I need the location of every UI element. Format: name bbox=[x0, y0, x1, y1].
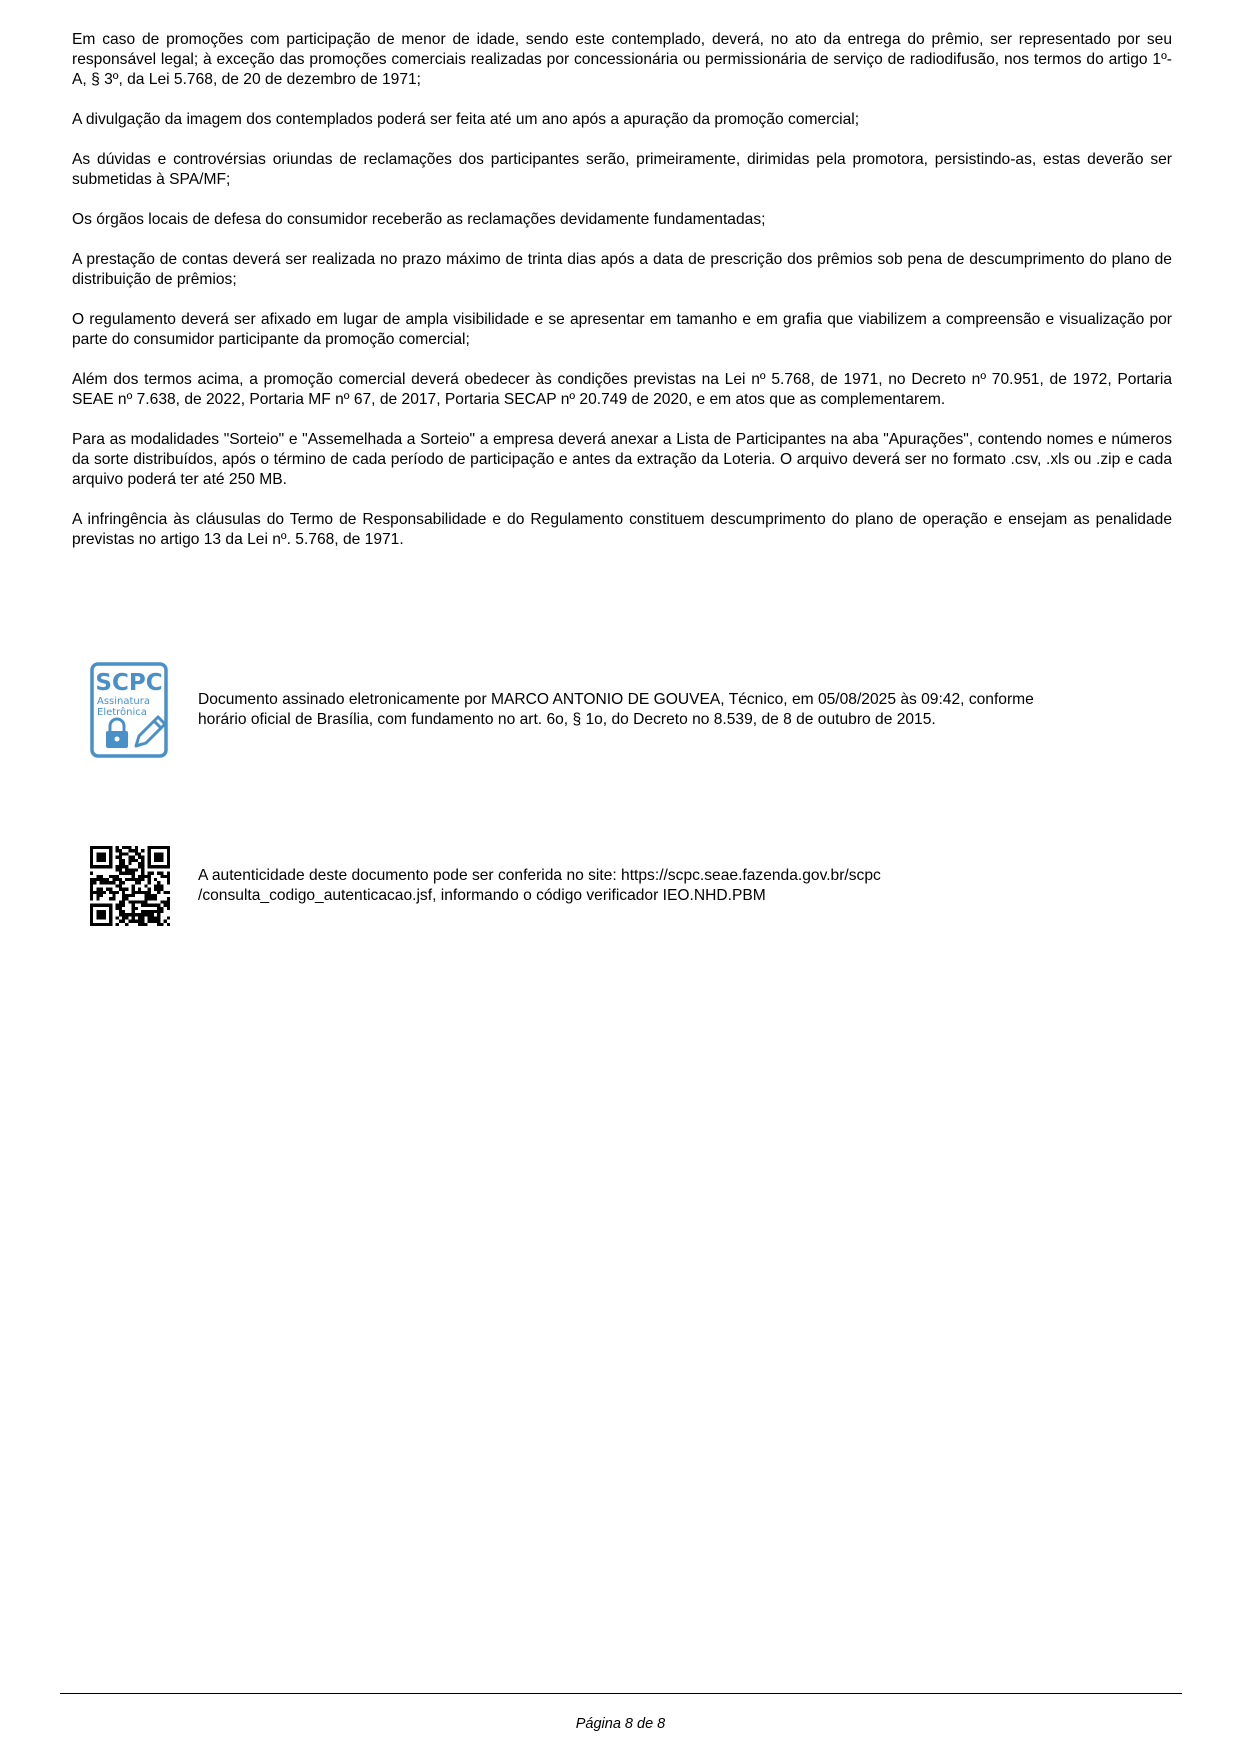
authentication-text bbox=[198, 866, 1158, 906]
paragraph: Para as modalidades "Sorteio" e "Assemelhada a Sorteio" a empresa deverá anexar a Lista de Participantes na aba "Apurações", contendo nomes e números da sorte distribuídos, após o término de cada período de participação e antes da extração da Loteria. O arquivo deverá ser no formato .csv, .xls ou .zip e cada arquivo poderá ter até 250 MB. bbox=[72, 431, 1172, 488]
signature-line-2: horário oficial de Brasília, com fundamento no art. 6o, § 1o, do Decreto no 8.539, de 8 de outubro de 2015. bbox=[198, 711, 936, 728]
paragraph: Além dos termos acima, a promoção comercial deverá obedecer às condições previstas na Lei nº 5.768, de 1971, no Decreto nº 70.951, de 1972, Portaria SEAE nº 7.638, de 2022, Portaria MF nº 67, de 2017, Portaria SECAP nº 20.749 de 2020, e em atos que as complementarem. bbox=[72, 371, 1172, 408]
page-number: Página 8 de 8 bbox=[575, 1716, 666, 1732]
paragraph: A infringência às cláusulas do Termo de Responsabilidade e do Regulamento constituem descumprimento do plano de operação e ensejam as penalidade previstas no artigo 13 da Lei nº. 5.768, de 1971. bbox=[72, 511, 1172, 548]
paragraph: O regulamento deverá ser afixado em lugar de ampla visibilidade e se apresentar em tamanho e em grafia que viabilizem a compreensão e visualização por parte do consumidor participante da promoção comercial; bbox=[72, 311, 1172, 348]
electronic-signature-block bbox=[90, 662, 1170, 758]
paragraph: A divulgação da imagem dos contemplados poderá ser feita até um ano após a apuração da promoção comercial; bbox=[72, 111, 860, 128]
signature-line-1: Documento assinado eletronicamente por MARCO ANTONIO DE GOUVEA, Técnico, em 05/08/2025 às 09:42, conforme bbox=[198, 691, 1034, 708]
authentication-line-2: /consulta_codigo_autenticacao.jsf, informando o código verificador IEO.NHD.PBM bbox=[198, 887, 766, 904]
paragraph: Os órgãos locais de defesa do consumidor receberão as reclamações devidamente fundamentadas; bbox=[72, 211, 766, 228]
paragraph: As dúvidas e controvérsias oriundas de reclamações dos participantes serão, primeiramente, dirimidas pela promotora, persistindo-as, estas deverão ser submetidas à SPA/MF; bbox=[72, 151, 1172, 188]
qr-code-icon bbox=[90, 838, 170, 934]
authentication-block bbox=[90, 838, 1170, 934]
svg-text:Eletrônica: Eletrônica bbox=[97, 707, 147, 718]
signature-text bbox=[198, 690, 1158, 730]
svg-text:SCPC: SCPC bbox=[95, 670, 163, 696]
paragraph: Em caso de promoções com participação de menor de idade, sendo este contemplado, deverá, no ato da entrega do prêmio, ser representado por seu responsável legal; à exceção das promoções comerciais realizadas por concessionária ou permissionária de serviço de radiodifusão, nos termos do artigo 1º-A, § 3º, da Lei 5.768, de 20 de dezembro de 1971; bbox=[72, 31, 1172, 88]
scpc-signature-logo-icon bbox=[90, 662, 170, 758]
svg-text:Assinatura: Assinatura bbox=[97, 696, 151, 707]
document-body bbox=[72, 30, 1172, 570]
footer-divider bbox=[60, 1693, 1182, 1694]
authentication-line-1[interactable]: A autenticidade deste documento pode ser conferida no site: https://scpc.seae.fazenda.gov.br/scpc bbox=[198, 867, 881, 884]
paragraph: A prestação de contas deverá ser realizada no prazo máximo de trinta dias após a data de prescrição dos prêmios sob pena de descumprimento do plano de distribuição de prêmios; bbox=[72, 251, 1172, 288]
